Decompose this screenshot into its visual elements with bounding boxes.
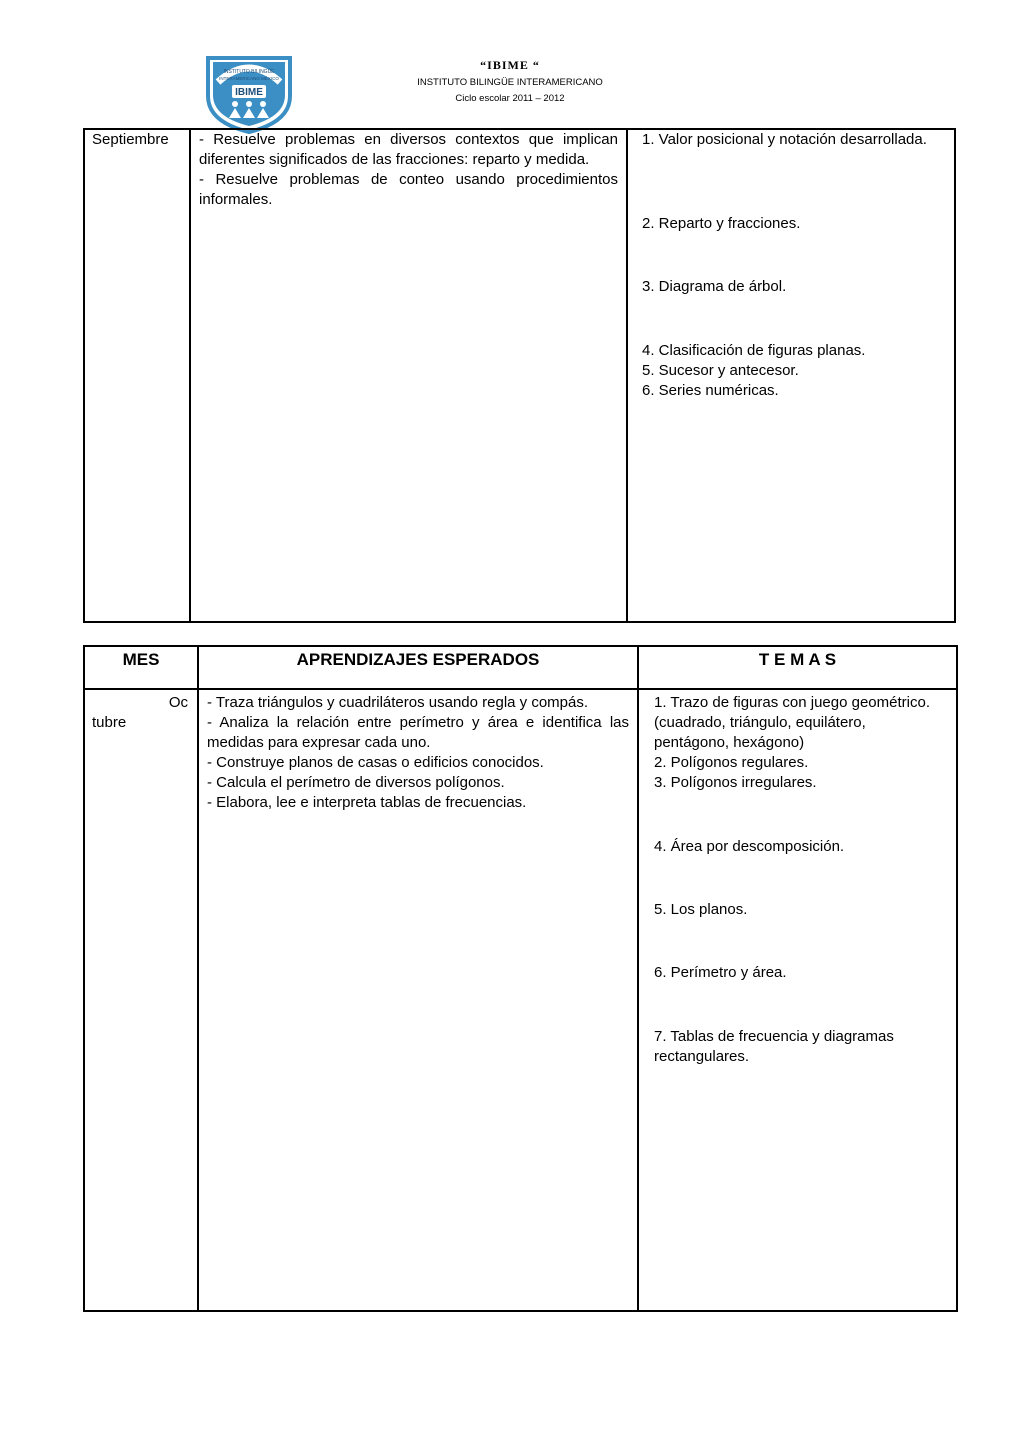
- school-logo: [202, 52, 296, 134]
- learning-item: - Resuelve problemas en diversos contextos que implican diferentes significados de las fracciones: reparto y medida.: [199, 131, 618, 168]
- month-cell-september: Septiembre: [92, 131, 169, 148]
- learning-item: - Resuelve problemas de conteo usando procedimientos informales.: [199, 171, 618, 208]
- topic-item: 3. Polígonos irregulares.: [654, 774, 817, 791]
- table-october-header-divider: [83, 688, 958, 690]
- topic-item: 1. Trazo de figuras con juego geométrico.(cuadrado, triángulo, equilátero, pentágono, hexágono): [654, 694, 930, 751]
- topic-item: 4. Área por descomposición.: [654, 838, 845, 855]
- learning-item: - Construye planos de casas o edificios conocidos.: [207, 754, 544, 771]
- header-cycle: Ciclo escolar 2011 – 2012: [455, 93, 565, 104]
- topic-item: 2. Reparto y fracciones.: [642, 215, 801, 232]
- column-header-learnings: APRENDIZAJES ESPERADOS: [296, 650, 540, 669]
- month-cell-october-part1: Oc: [168, 694, 188, 711]
- topic-item: 6. Series numéricas.: [642, 382, 779, 399]
- learnings-cell-october: [207, 693, 629, 813]
- topic-item: 5. Sucesor y antecesor.: [642, 362, 799, 379]
- topic-item: 1. Valor posicional y notación desarrollada.: [642, 131, 927, 148]
- column-header-month: MES: [122, 650, 160, 669]
- header-institute: INSTITUTO BILINGÜE INTERAMERICANO: [417, 77, 603, 88]
- topic-item: 4. Clasificación de figuras planas.: [642, 342, 866, 359]
- topic-item: 6. Perímetro y área.: [654, 964, 787, 981]
- table-october-divider-2: [637, 645, 639, 1312]
- learning-item: - Traza triángulos y cuadriláteros usando regla y compás.: [207, 694, 589, 711]
- topic-item: 2. Polígonos regulares.: [654, 754, 809, 771]
- topic-item: 5. Los planos.: [654, 901, 748, 918]
- learning-item: - Analiza la relación entre perímetro y área e identifica las medidas para expresar cada uno.: [207, 714, 629, 751]
- column-header-topics: T E M A S: [758, 650, 837, 669]
- svg-text:INSTITUTO BILINGÜE: INSTITUTO BILINGÜE: [223, 69, 275, 75]
- table-september-divider-2: [626, 128, 628, 623]
- svg-text:INTERAMERICANO MÉXICO: INTERAMERICANO MÉXICO: [219, 76, 279, 81]
- header-title: “IBIME “: [480, 58, 540, 72]
- learning-item: - Calcula el perímetro de diversos polígonos.: [207, 774, 505, 791]
- logo-badge-text: IBIME: [235, 87, 263, 98]
- learnings-cell-september: [199, 130, 618, 210]
- topic-item: 3. Diagrama de árbol.: [642, 278, 787, 295]
- table-october-divider-1: [197, 645, 199, 1312]
- topic-item: 7. Tablas de frecuencia y diagramas rectangulares.: [654, 1028, 894, 1065]
- month-cell-october-part2: tubre: [92, 714, 127, 731]
- learning-item: - Elabora, lee e interpreta tablas de frecuencias.: [207, 794, 527, 811]
- table-september-divider-1: [189, 128, 191, 623]
